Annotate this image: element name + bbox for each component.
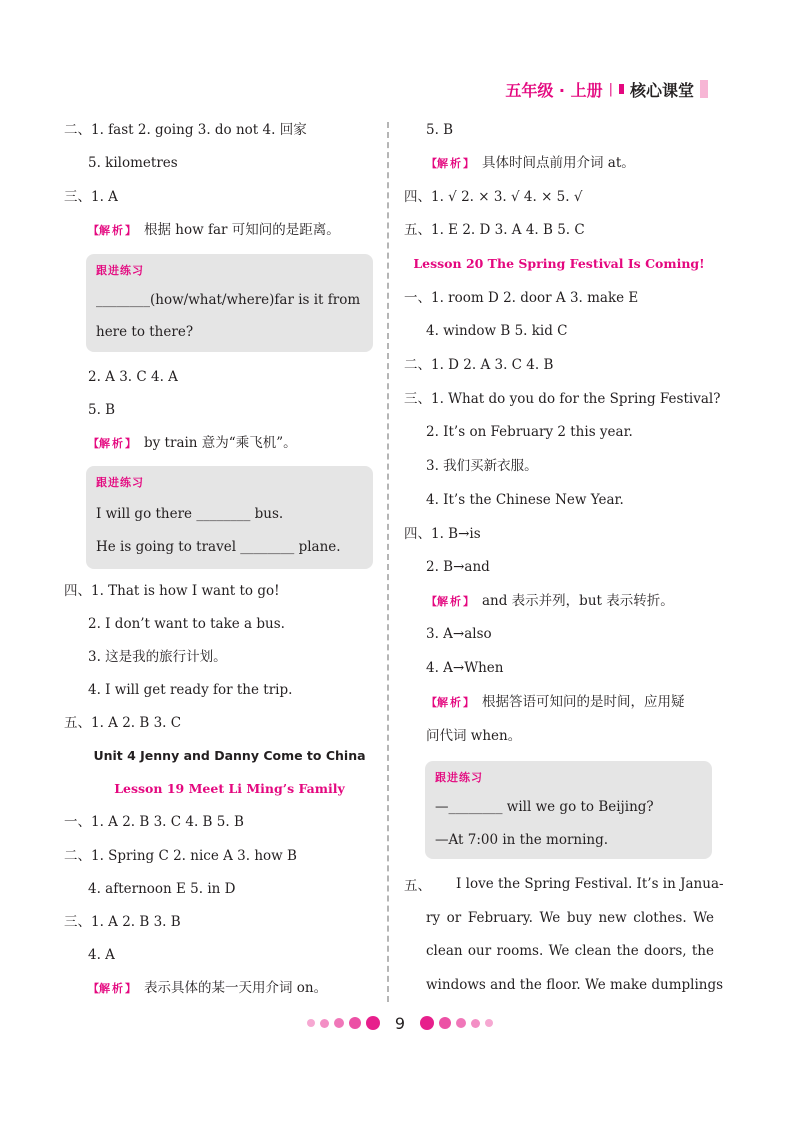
- l20-note2-line2: 问代词 when。: [426, 728, 522, 744]
- l20-s2: 二、1. D 2. A 3. C 4. B: [404, 357, 554, 373]
- practice-box-1: [86, 254, 373, 352]
- decor-dot-icon: [456, 1018, 466, 1028]
- l19-s2-line1: 二、1. Spring C 2. nice A 3. how B: [64, 848, 297, 864]
- decor-dot-icon: [349, 1017, 361, 1029]
- analysis-tag: 【 解析 】: [426, 154, 474, 174]
- practice-3-line1: —________ will we go to Beijing?: [435, 799, 654, 815]
- practice-2-line1: I will go there ________ bus.: [96, 506, 284, 522]
- left-s2-line2: 5. kilometres: [88, 155, 178, 171]
- l19-s2-line2: 4. afternoon E 5. in D: [88, 881, 236, 897]
- left-s3-line3: 5. B: [88, 402, 116, 418]
- practice-3-line2: —At 7:00 in the morning.: [435, 832, 609, 848]
- decor-dot-icon: [320, 1019, 329, 1028]
- decor-dot-icon: [471, 1019, 480, 1028]
- header-separator: |: [608, 81, 613, 97]
- decor-dot-icon: [334, 1018, 344, 1028]
- decor-dot-icon: [420, 1016, 434, 1030]
- header-bar-icon: [700, 80, 708, 98]
- paragraph-line: windows and the floor. We make dumplings: [426, 976, 724, 993]
- l20-s4-line2: 2. B→and: [426, 559, 490, 575]
- left-s4-line3: 3. 这是我的旅行计划。: [88, 649, 227, 665]
- practice-title: 跟进练习: [96, 264, 144, 277]
- decor-dot-icon: [307, 1019, 315, 1027]
- left-s5-line1: 五、1. A 2. B 3. C: [64, 715, 182, 731]
- right-s4: 四、1. √ 2. × 3. √ 4. × 5. √: [404, 189, 583, 205]
- lesson-19-title: Lesson 19 Meet Li Ming’s Family: [114, 781, 345, 796]
- unit-title: Unit 4 Jenny and Danny Come to China: [93, 748, 366, 763]
- right-note1: [426, 153, 635, 174]
- lesson-20-title: Lesson 20 The Spring Festival Is Coming!: [413, 256, 705, 271]
- l20-s3-line2: 2. It’s on February 2 this year.: [426, 424, 633, 440]
- l20-s4-line4: 4. A→When: [426, 660, 504, 676]
- note-text: and 表示并列，but 表示转折。: [482, 593, 674, 609]
- l19-s3-line1: 三、1. A 2. B 3. B: [64, 914, 181, 930]
- note-text: 表示具体的某一天用介词 on。: [144, 980, 328, 996]
- header-grade: 五年级 · 上册: [505, 80, 603, 100]
- l20-s4-line3: 3. A→also: [426, 626, 492, 642]
- paragraph-line: I love the Spring Festival. It’s in Janua-: [456, 876, 724, 892]
- l20-s4-line1: 四、1. B→is: [404, 526, 481, 542]
- analysis-tag: 【 解析 】: [88, 434, 136, 454]
- analysis-tag: 【 解析 】: [426, 592, 474, 612]
- paragraph-line: clean our rooms. We clean the doors, the: [426, 943, 714, 959]
- note-text: 根据答语可知问的是时间，应用疑: [482, 694, 685, 710]
- header-square-icon: [619, 84, 624, 94]
- left-s4-line2: 2. I don’t want to take a bus.: [88, 616, 285, 632]
- left-s3-line2: 2. A 3. C 4. A: [88, 369, 178, 385]
- l19-s1: 一、1. A 2. B 3. C 4. B 5. B: [64, 814, 244, 830]
- left-s3-note2: [88, 433, 297, 454]
- analysis-tag: 【 解析 】: [426, 693, 474, 713]
- note-text: by train 意为“乘飞机”。: [144, 435, 297, 451]
- decor-dot-icon: [439, 1017, 451, 1029]
- left-s2-line1: 二、1. fast 2. going 3. do not 4. 回家: [64, 122, 307, 138]
- right-line1: 5. B: [426, 122, 454, 138]
- left-s4-line4: 4. I will get ready for the trip.: [88, 682, 293, 698]
- l20-note2-line1: [426, 692, 685, 713]
- page-header: [505, 78, 708, 100]
- decor-dot-icon: [366, 1016, 380, 1030]
- l20-s1-line2: 4. window B 5. kid C: [426, 323, 568, 339]
- analysis-tag: 【 解析 】: [88, 979, 136, 999]
- paragraph-line: ry or February. We buy new clothes. We: [426, 909, 714, 926]
- l20-s3-line4: 4. It’s the Chinese New Year.: [426, 492, 624, 508]
- left-s3-note: [88, 220, 340, 241]
- left-s4-line1: 四、1. That is how I want to go!: [64, 583, 280, 599]
- l20-note1: [426, 591, 674, 612]
- left-s3-line1: 三、1. A: [64, 189, 118, 205]
- l19-s3-line2: 4. A: [88, 947, 115, 963]
- note-text: 根据 how far 可知问的是距离。: [144, 222, 340, 238]
- practice-title: 跟进练习: [96, 476, 144, 489]
- right-s5: 五、1. E 2. D 3. A 4. B 5. C: [404, 222, 585, 238]
- column-divider: [387, 122, 389, 1002]
- header-course: 核心课堂: [629, 80, 694, 100]
- l20-s3-line1: 三、1. What do you do for the Spring Festival?: [404, 391, 721, 407]
- practice-box-3: [425, 761, 712, 859]
- practice-1-line1: ________(how/what/where)far is it from: [96, 292, 361, 308]
- analysis-tag: 【 解析 】: [88, 221, 136, 241]
- l20-s5-label: 五、: [404, 878, 431, 894]
- page-footer: [0, 1012, 800, 1034]
- decor-dot-icon: [485, 1019, 493, 1027]
- practice-1-line2: here to there?: [96, 324, 194, 340]
- l20-s1-line1: 一、1. room D 2. door A 3. make E: [404, 290, 639, 306]
- l20-s5-paragraph: [426, 868, 724, 1002]
- practice-box-2: [86, 466, 373, 569]
- l20-s3-line3: 3. 我们买新衣服。: [426, 458, 538, 474]
- page-number: 9: [394, 1013, 406, 1033]
- practice-title: 跟进练习: [435, 771, 483, 784]
- practice-2-line2: He is going to travel ________ plane.: [96, 539, 341, 555]
- l19-note: [88, 978, 327, 999]
- note-text: 具体时间点前用介词 at。: [482, 155, 635, 171]
